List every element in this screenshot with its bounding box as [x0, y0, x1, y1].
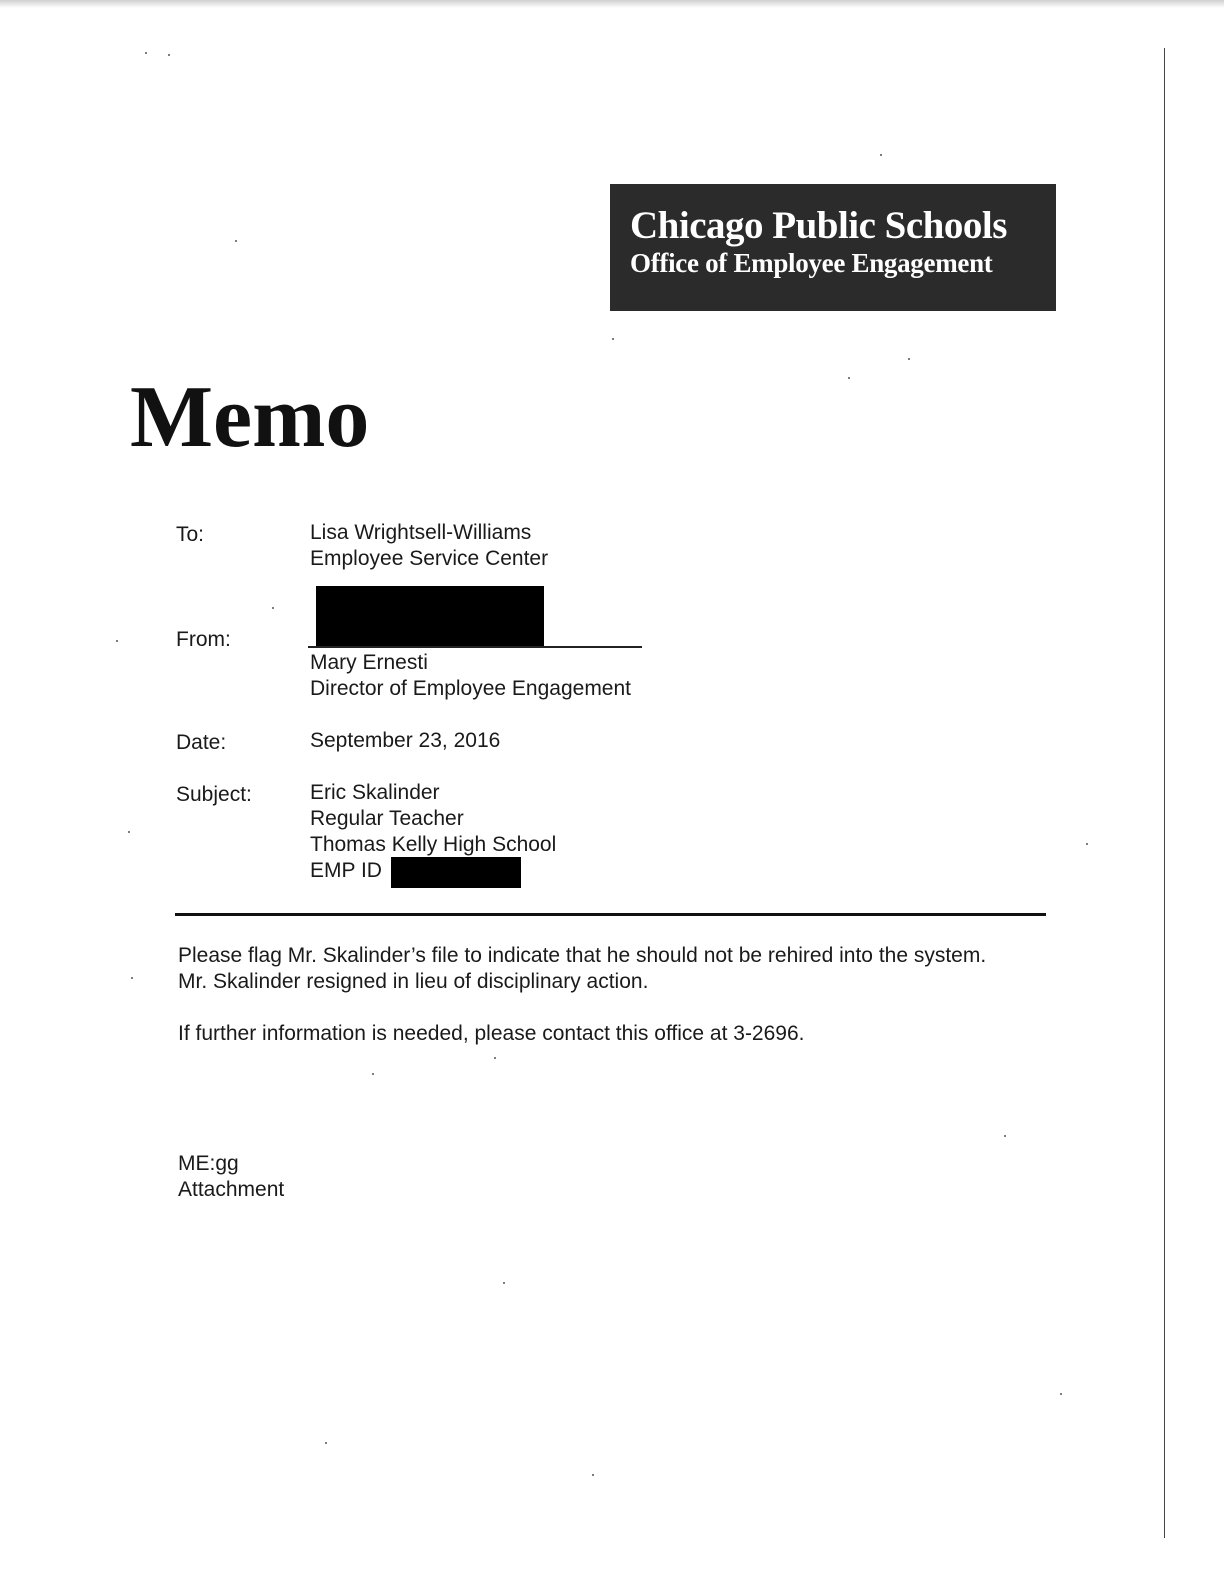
scan-speck [131, 977, 133, 979]
scan-speck [168, 54, 170, 56]
scan-speck [1060, 1393, 1062, 1395]
to-label: To: [176, 523, 205, 546]
from-label: From: [176, 628, 231, 651]
scan-speck [1004, 1135, 1006, 1137]
letterhead-logo [610, 184, 1056, 311]
body-paragraph-line: Mr. Skalinder resigned in lieu of disciplinary action. [178, 970, 649, 993]
subject-school: Thomas Kelly High School [310, 833, 557, 856]
signature-redaction [316, 586, 544, 648]
scan-speck [128, 831, 130, 833]
from-name: Mary Ernesti [310, 651, 428, 674]
memo-title: Memo [130, 369, 370, 466]
date-value: September 23, 2016 [310, 729, 501, 752]
scan-speck [1086, 843, 1088, 845]
scan-speck [235, 240, 237, 242]
from-position: Director of Employee Engagement [310, 677, 631, 700]
scan-edge [0, 0, 1224, 8]
scan-speck [372, 1073, 374, 1075]
scan-speck [272, 607, 274, 609]
to-name: Lisa Wrightsell-Williams [310, 521, 532, 544]
scan-speck [908, 358, 910, 360]
scan-margin-line [1164, 48, 1165, 1538]
scan-speck [592, 1474, 594, 1476]
scan-speck [848, 377, 850, 379]
scan-speck [880, 154, 882, 156]
subject-label: Subject: [176, 783, 252, 806]
scan-speck [612, 338, 614, 340]
scan-speck [494, 1057, 496, 1059]
body-paragraph-line: Please flag Mr. Skalinder’s file to indicate that he should not be rehired into the system. [178, 944, 987, 967]
subject-name: Eric Skalinder [310, 781, 440, 804]
to-department: Employee Service Center [310, 547, 549, 570]
organization-name: Chicago Public Schools [630, 204, 1007, 247]
initials: ME:gg [178, 1152, 239, 1175]
contact-paragraph: If further information is needed, please contact this office at 3-2696. [178, 1022, 805, 1045]
header-divider [175, 913, 1046, 916]
signature-line [308, 646, 642, 648]
department-name: Office of Employee Engagement [630, 248, 993, 278]
emp-id-label: EMP ID [310, 859, 382, 882]
enclosure-note: Attachment [178, 1178, 285, 1201]
scan-speck [145, 52, 147, 54]
scan-speck [503, 1282, 505, 1284]
scan-speck [325, 1442, 327, 1444]
scan-speck [116, 640, 118, 642]
subject-position: Regular Teacher [310, 807, 464, 830]
date-label: Date: [176, 731, 227, 754]
emp-id-redaction [391, 857, 521, 888]
